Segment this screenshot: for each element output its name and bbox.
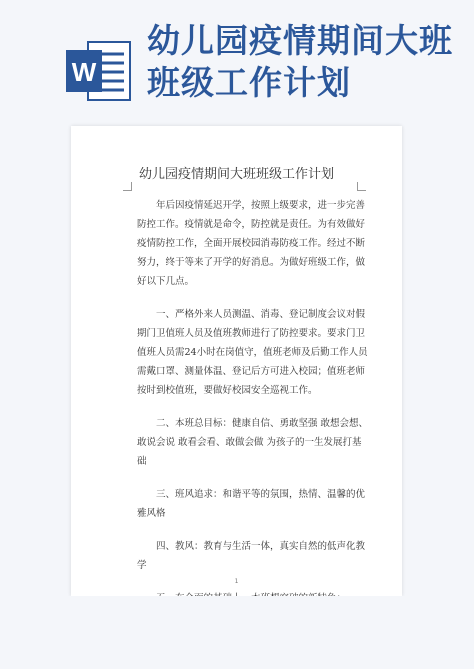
word-icon: [66, 40, 132, 102]
document-heading: 幼儿园疫情期间大班班级工作计划: [138, 167, 334, 182]
paragraph: 三、班风追求：和谐平等的氛围，热情、温馨的优雅风格: [137, 489, 366, 519]
paragraph: 四、教风：教育与生活一体，真实自然的低声化教学: [137, 541, 366, 571]
paragraph: 年后因疫情延迟开学，按照上级要求，进一步完善防控工作。疫情就是命令，防控就是责任。为有效做好疫情防控工作，全面开展校园消毒防疫工作。经过不断努力，终于等来了开学的好消息。为做好班级工作，做好以下几点。: [137, 200, 366, 287]
margin-corner-mark: [357, 182, 366, 191]
paragraph: 二、本班总目标：健康自信、勇敢坚强 敢想会想、敢说会说 敢看会看、敢做会做 为孩子的一生发展打基础: [137, 418, 369, 467]
page-footer-area: [0, 596, 474, 669]
margin-corner-mark: [123, 182, 132, 191]
word-logo-letter: W: [71, 57, 97, 87]
banner: [0, 0, 474, 130]
page-number: 1: [234, 578, 239, 585]
paragraph: 一、严格外来人员测温、消毒、登记制度会议对假期门卫值班人员及值班教师进行了防控要求。要求门卫值班人员需24小时在岗值守，值班老师及后勤工作人员需戴口罩、测量体温、登记后方可进入校园；值班老师按时到校值班，要做好校园安全巡视工作。: [137, 309, 368, 396]
document-page: [71, 126, 402, 596]
banner-title: 幼儿园疫情期间大班班级工作计划: [147, 21, 453, 102]
